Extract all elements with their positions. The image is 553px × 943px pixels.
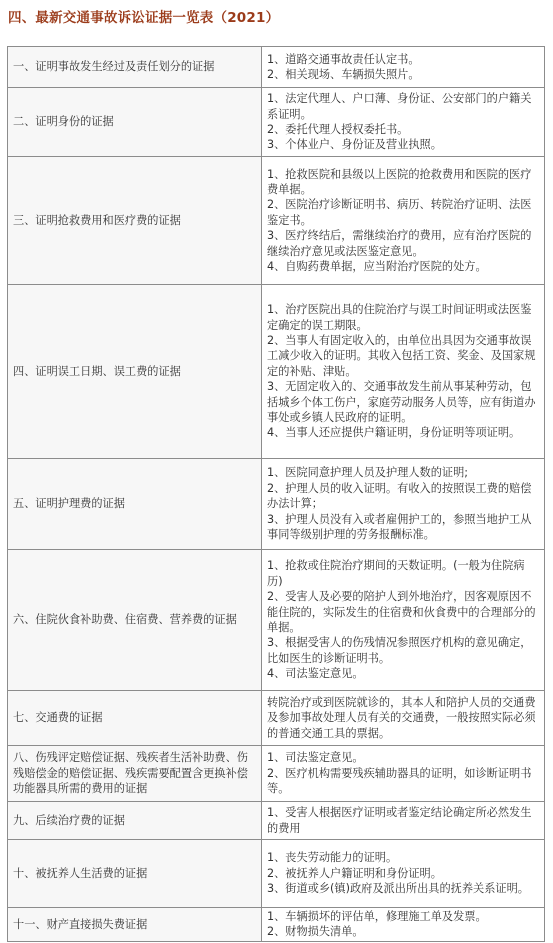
evidence-item: 1、受害人根据医疗证明或者鉴定结论确定所必然发生的费用 [267, 806, 532, 835]
category-cell: 七、交通费的证据 [8, 691, 262, 746]
category-cell: 三、证明抢救费用和医疗费的证据 [8, 157, 262, 285]
evidence-item: 4、司法鉴定意见。 [267, 667, 364, 681]
evidence-item: 2、被抚养人户籍证明和身份证明。 [267, 866, 442, 880]
table-row [8, 47, 545, 88]
evidence-item: 2、医院治疗诊断证明书、病历、转院治疗证明、法医鉴定书。 [267, 198, 532, 227]
evidence-table-body [8, 47, 545, 942]
category-cell: 十、被抚养人生活费的证据 [8, 840, 262, 908]
evidence-item: 转院治疗或到医院就诊的，其本人和陪护人员的交通费及参加事故处理人员有关的交通费，一般按照实际必须的普通交通工具的票据。 [267, 695, 536, 740]
evidence-item: 1、车辆损坏的评估单，修理施工单及发票。 [267, 910, 487, 923]
evidence-item: 3、街道或乡(镇)政府及派出所出具的抚养关系证明。 [267, 882, 529, 896]
evidence-table-container [7, 46, 545, 937]
category-cell: 二、证明身份的证据 [8, 88, 262, 157]
evidence-item: 3、护理人员没有入或者雇佣护工的，参照当地护工从事同等级别护理的劳务报酬标准。 [267, 512, 532, 542]
evidence-cell [262, 285, 545, 459]
page-title: 四、最新交通事故诉讼证据一览表（2021） [8, 10, 280, 26]
evidence-item: 2、相关现场、车辆损失照片。 [267, 68, 420, 81]
evidence-item: 1、司法鉴定意见。 [267, 751, 364, 765]
evidence-item: 1、抢救医院和县级以上医院的抢救费用和医院的医疗费单据。 [267, 167, 532, 196]
category-cell: 六、住院伙食补助费、住宿费、营养费的证据 [8, 550, 262, 691]
evidence-cell [262, 691, 545, 746]
table-row [8, 908, 545, 942]
category-cell: 八、伤残评定赔偿证据、残疾者生活补助费、伤残赔偿金的赔偿证据、残疾需要配置含更换补偿功能器具所需的费用的证据 [8, 746, 262, 802]
evidence-item: 3、医疗终结后，需继续治疗的费用，应有治疗医院的继续治疗意见或法医鉴定意见。 [267, 229, 532, 258]
evidence-item: 3、无固定收入的、交通事故发生前从事某种劳动，包括城乡个体工伤户，家庭劳动服务人员等，应有街道办事处或乡镇人民政府的证明。 [267, 380, 536, 425]
evidence-item: 3、根据受害人的伤残情况参照医疗机构的意见确定，比如医生的诊断证明书。 [267, 636, 532, 665]
evidence-cell [262, 802, 545, 840]
category-cell: 五、证明护理费的证据 [8, 459, 262, 550]
table-row [8, 88, 545, 157]
evidence-item: 2、委托代理人授权委托书。 [267, 123, 409, 136]
category-cell: 一、证明事故发生经过及责任划分的证据 [8, 47, 262, 88]
evidence-cell [262, 746, 545, 802]
table-row [8, 550, 545, 691]
evidence-item: 1、丧失劳动能力的证明。 [267, 851, 398, 865]
evidence-item: 2、护理人员的收入证明。有收入的按照误工费的赔偿办法计算； [267, 481, 532, 511]
evidence-item: 1、法定代理人、户口薄、身份证、公安部门的户籍关系证明。 [267, 92, 532, 121]
category-cell: 十一、财产直接损失费证据 [8, 908, 262, 942]
evidence-item: 3、个体业户、身份证及营业执照。 [267, 138, 442, 152]
evidence-item: 4、当事人还应提供户籍证明，身份证明等项证明。 [267, 426, 521, 440]
table-row [8, 691, 545, 746]
category-cell: 四、证明误工日期、误工费的证据 [8, 285, 262, 459]
evidence-item: 1、抢救或住院治疗期间的天数证明。(一般为住院病历) [267, 559, 525, 588]
evidence-cell [262, 88, 545, 157]
table-row [8, 746, 545, 802]
evidence-cell [262, 459, 545, 550]
evidence-cell [262, 157, 545, 285]
evidence-cell [262, 550, 545, 691]
evidence-item: 2、当事人有固定收入的，由单位出具因为交通事故误工减少收入的证明。其收入包括工资、奖金、及国家规定的补贴、津贴。 [267, 333, 536, 378]
evidence-item: 2、医疗机构需要残疾辅助器具的证明，如诊断证明书等。 [267, 766, 532, 796]
evidence-item: 1、治疗医院出具的住院治疗与误工时间证明或法医鉴定确定的误工期限。 [267, 303, 532, 332]
evidence-item: 4、自购药费单据，应当附治疗医院的处方。 [267, 260, 487, 274]
evidence-item: 1、医院同意护理人员及护理人数的证明; [267, 466, 469, 480]
evidence-table [7, 46, 545, 942]
evidence-item: 2、财物损失清单。 [267, 925, 364, 939]
table-row [8, 802, 545, 840]
table-row [8, 840, 545, 908]
evidence-cell [262, 47, 545, 88]
category-cell: 九、后续治疗费的证据 [8, 802, 262, 840]
evidence-cell [262, 908, 545, 942]
table-row [8, 285, 545, 459]
table-row [8, 157, 545, 285]
evidence-cell [262, 840, 545, 908]
table-row [8, 459, 545, 550]
evidence-item: 1、道路交通事故责任认定书。 [267, 52, 420, 66]
evidence-item: 2、受害人及必要的陪护人到外地治疗，因客观原因不能住院的，实际发生的住宿费和伙食费中的合理部分的单据。 [267, 590, 536, 634]
